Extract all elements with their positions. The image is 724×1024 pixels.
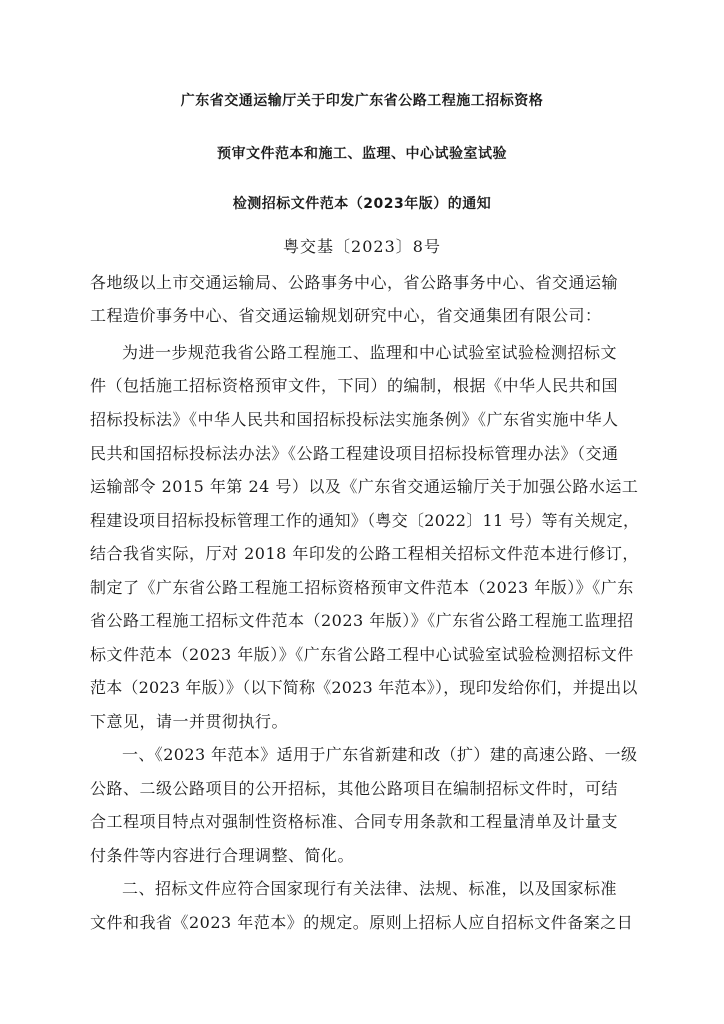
body-line: 公路、二级公路项目的公开招标，其他公路项目在编制招标文件时，可结 — [90, 779, 619, 798]
body-line: 工程造价事务中心、省交通运输规划研究中心，省交通集团有限公司： — [90, 306, 602, 325]
body-line: 招标投标法》《中华人民共和国招标投标法实施条例》《广东省实施中华人 — [90, 410, 619, 429]
title-line-1: 广东省交通运输厅关于印发广东省公路工程施工招标资格 — [180, 93, 544, 109]
body-line: 付条件等内容进行合理调整、简化。 — [90, 846, 355, 865]
body-line: 合工程项目特点对强制性资格标准、合同专用条款和工程量清单及计量支 — [90, 812, 619, 831]
title-line-3: 检测招标文件范本（2023年版）的通知 — [232, 196, 492, 212]
body-line: 文件和我省《2023 年范本》的规定。原则上招标人应自招标文件备案之日 — [90, 913, 634, 932]
body-line: 范本（2023 年版）》（以下简称《2023 年范本》），现印发给你们，并提出以 — [90, 678, 638, 697]
body-line: 标文件范本（2023 年版）》《广东省公路工程中心试验室试验检测招标文件 — [90, 645, 634, 664]
document-number: 粤交基〔2023〕8号 — [283, 237, 441, 256]
body-line: 省公路工程施工招标文件范本（2023 年版）》《广东省公路工程施工监理招 — [90, 611, 634, 630]
title-line-2: 预审文件范本和施工、监理、中心试验室试验 — [217, 146, 507, 162]
body-line: 为进一步规范我省公路工程施工、监理和中心试验室试验检测招标文 — [122, 343, 618, 362]
body-line: 运输部令 2015 年第 24 号）以及《广东省交通运输厅关于加强公路水运工 — [90, 477, 639, 496]
body-line: 结合我省实际，厅对 2018 年印发的公路工程相关招标文件范本进行修订， — [90, 544, 639, 563]
body-line: 件（包括施工招标资格预审文件，下同）的编制，根据《中华人民共和国 — [90, 376, 619, 395]
body-line: 一、《2023 年范本》适用于广东省新建和改（扩）建的高速公路、一级 — [122, 745, 638, 764]
body-line: 各地级以上市交通运输局、公路事务中心，省公路事务中心、省交通运输 — [90, 273, 619, 292]
body-line: 程建设项目招标投标管理工作的通知》（粤交〔2022〕11 号）等有关规定， — [90, 511, 640, 530]
body-line: 制定了《广东省公路工程施工招标资格预审文件范本（2023 年版）》《广东 — [90, 578, 634, 597]
body-line: 下意见，请一并贯彻执行。 — [90, 712, 289, 731]
body-line: 民共和国招标投标法办法》《公路工程建设项目招标投标管理办法》（交通 — [90, 444, 619, 463]
body-line: 二、招标文件应符合国家现行有关法律、法规、标准，以及国家标准 — [122, 879, 618, 898]
